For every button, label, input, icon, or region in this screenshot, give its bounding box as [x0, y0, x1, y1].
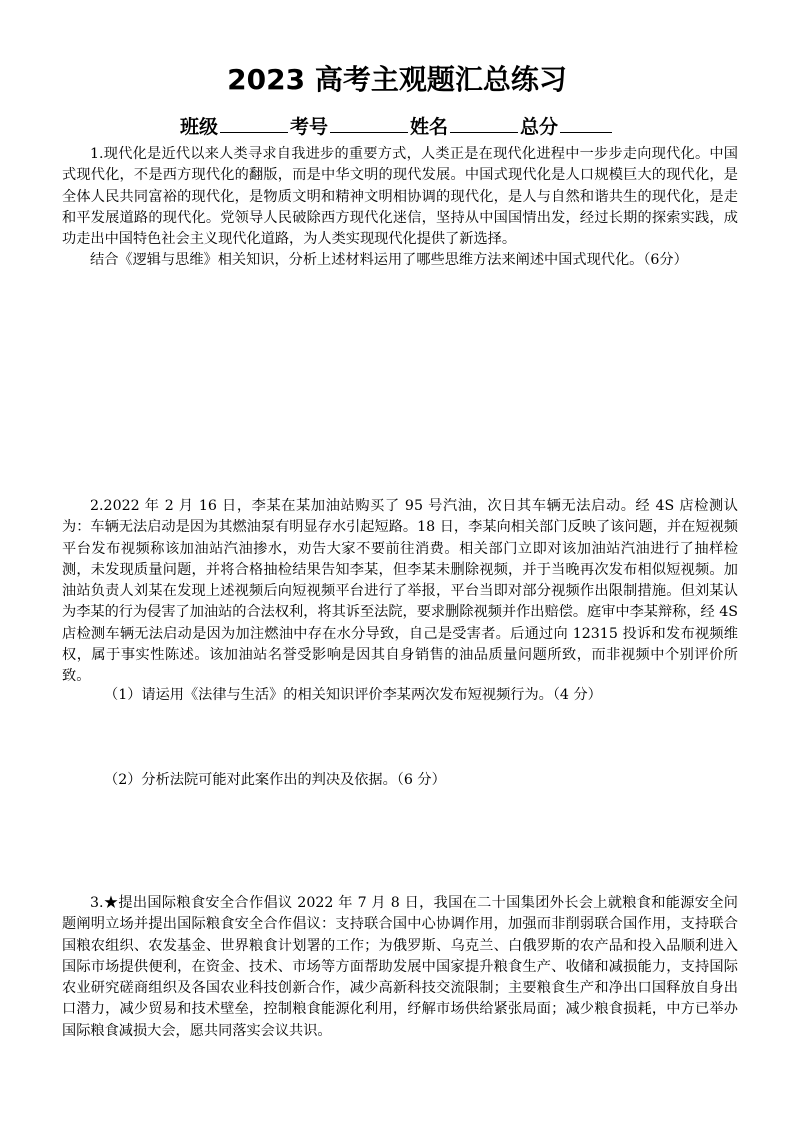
- question-2: [62, 496, 738, 688]
- question-1-prompt: 结合《逻辑与思维》相关知识，分析上述材料运用了哪些思维方法来阐述中国式现代化。（6分）: [90, 252, 688, 269]
- question-2-sub-1: [62, 685, 738, 706]
- name-label: 姓名: [410, 116, 449, 138]
- name-blank[interactable]: [450, 112, 518, 133]
- exam-no-blank[interactable]: [330, 112, 408, 133]
- question-1-material: 1.现代化是近代以来人类寻求自我进步的重要方式，人类正是在现代化进程中一步步走向现代化。中国式现代化，不是西方现代化的翻版，而是中华文明的现代发展。中国式现代化是人口规模巨大的现代化，是全体人民共同富裕的现代化，是物质文明和精神文明相协调的现代化，是人与自然和谐共生的现代化，是走和平发展道路的现代化。党领导人民破除西方现代化迷信，坚持从中国国情出发，经过长期的探索实践，成功走出中国特色社会主义现代化道路，为人类实现现代化提供了新选择。: [62, 146, 738, 248]
- question-3: [62, 893, 738, 1042]
- class-label: 班级: [179, 116, 218, 138]
- score-label: 总分: [520, 116, 559, 138]
- exam-no-label: 考号: [289, 116, 328, 138]
- student-info-line: [0, 112, 794, 140]
- question-2-sub-1-text: （1）请运用《法律与生活》的相关知识评价李某两次发布短视频行为。（4 分）: [104, 687, 602, 703]
- class-blank[interactable]: [220, 112, 288, 133]
- score-blank[interactable]: [560, 112, 612, 133]
- question-3-material: 3.★提出国际粮食安全合作倡议 2022 年 7 月 8 日，我国在二十国集团外长会上就粮食和能源安全问题阐明立场并提出国际粮食安全合作倡议：支持联合国中心协调作用，加强而非削弱联合国作用，支持联合国粮农组织、农发基金、世界粮食计划署的工作；为俄罗斯、乌克兰、白俄罗斯的农产品和投入品顺利进入国际市场提供便利，在资金、技术、市场等方面帮助发展中国家提升粮食生产、收储和减损能力，支持国际农业研究磋商组织及各国农业科技创新合作，减少高新科技交流限制；主要粮食生产和净出口国释放自身出口潜力，减少贸易和技术壁垒，控制粮食能源化利用，纾解市场供给紧张局面；减少粮食损耗，中方已举办国际粮食减损大会，愿共同落实会议共识。: [62, 895, 738, 1039]
- question-2-sub-2: [62, 770, 738, 791]
- question-2-material: 2.2022 年 2 月 16 日，李某在某加油站购买了 95 号汽油，次日其车辆无法启动。经 4S 店检测认为：车辆无法启动是因为其燃油泵有明显存水引起短路。18 日，李某向相关部门反映了该问题，并在短视频平台发布视频称该加油站汽油掺水，劝告大家不要前往消费。相关部门立即对该加油站汽油进行了抽样检测，未发现质量问题，并将合格抽检结果告知李某，但李某未删除视频，并于当晚再次发布相似短视频。加油站负责人刘某在发现上述视频后向短视频平台进行了举报，平台当即对部分视频作出限制措施。但刘某认为李某的行为侵害了加油站的合法权利，将其诉至法院，要求删除视频并作出赔偿。庭审中李某辩称，经 4S 店检测车辆无法启动是因为加注燃油中存在水分导致，自己是受害者。后通过向 12315 投诉和发布视频维权，属于事实性陈述。该加油站名誉受影响是因其自身销售的油品质量问题所致，而非视频中个别评价所致。: [62, 498, 738, 685]
- question-2-sub-2-text: （2）分析法院可能对此案作出的判决及依据。（6 分）: [104, 772, 446, 788]
- question-1: [62, 144, 738, 272]
- page-title: 2023 高考主观题汇总练习: [227, 63, 567, 96]
